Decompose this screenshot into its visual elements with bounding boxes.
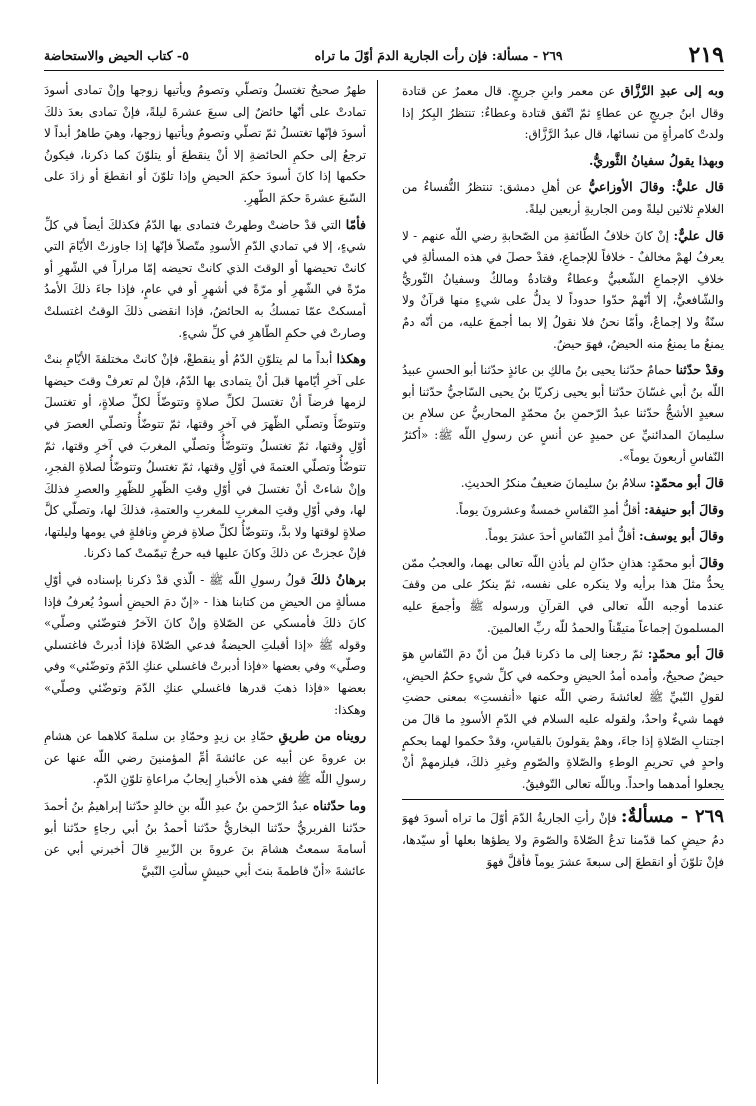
paragraph-text: حمامٌ حدّثنا يحيى بنُ مالكِ بن عائذٍ حدّثنا أبو الحسنِ عبيدُ اللّه بنُ أبي غسّانَ حدّثنا أبو يحيى زكريّا بنُ يحيى السّاجيُّ حدّثنا أبو سعيدٍ الأشجُّ حدّثنا عبدُ الرّحمنِ بنُ محمّدٍ المحاربيُّ عن سلامِ بن سليمانَ المدائنيِّ عن حميدٍ عن أنسٍ عن رسولِ اللّه ﷺ: «أكثرُ النّفاسِ أربعونَ يوماً».: [402, 363, 724, 464]
paragraph: [44, 569, 366, 721]
paragraph: [44, 348, 366, 565]
paragraph-lead: وقالَ أبو يوسف:: [639, 528, 724, 544]
paragraph-lead: وقالَ أبو حنيفة:: [644, 501, 724, 517]
running-title: ٢٦٩ - مسألة: فإن رأت الجارية الدمَ أوّلَ ما تراه: [314, 47, 563, 63]
paragraph-lead: فأمّا: [345, 216, 366, 232]
section-title: ٥- كتاب الحيض والاستحاضة: [44, 47, 189, 63]
paragraph-lead: وبه إلى عبدِ الرَّزَّاق: [620, 83, 724, 98]
paragraph: [44, 725, 366, 791]
paragraph-text: طهرٌ صحيحٌ تغتسلُ وتصلّي وتصومُ ويأتيها زوجها وإنْ تمادى أسودَ تمادتْ على أنّها حائضٌ إلى سبعَ عشرةَ ليلةً، فإنْ تمادى بعدَ ذلكَ أسودَ فإنّها تغتسلُ ثمّ تصلّي وتصومُ ويأتيها زوجها، وهيَ طاهرٌ أبداً لا ترجعُ إلى حكمِ الحائضةِ إلا أنْ ينقطعَ أو يتلوّنَ كما ذكرنا، فيكونُ حكمها إذا كانَ أسودَ حكمَ الحيضِ وإذا تلوّنَ أو انقطعَ أو زادَ على السّبعَ عشرةَ حكمَ الطّهرِ.: [44, 83, 366, 205]
masala-text: فإنْ رأتِ الجاريةُ الدّمَ أوّلَ ما تراه أسودَ فهوَ دمُ حيضٍ كما قدّمنا تدعُ الصّلاةَ والصّومَ ولا يطؤها بعلها أو سيّدها، فإنْ تلوّنَ أو انقطعَ إلى سبعةَ عشرَ يوماً فأقلَّ فهوَ: [402, 811, 724, 869]
paragraph: [402, 359, 724, 468]
paragraph: [402, 150, 724, 173]
paragraph-lead: رويناه من طريقِ: [278, 728, 366, 744]
paragraph-lead: وقالَ: [699, 554, 724, 570]
paragraph: [402, 176, 724, 220]
right-column: [402, 80, 724, 1084]
paragraph-text: عن أهلِ دمشق: تنتظرُ النُّفساءُ من الغلامِ ثلاثين ليلةً ومن الجاريةِ أربعين ليلةً.: [402, 180, 724, 216]
paragraph-text: أبو محمّدٍ: هذانِ حدّانِ لم يأذنِ اللّه تعالى بهما، والعجبُ ممّن يحدُّ مثلَ هذا برأيه ولا ينكره على نفسه، ثمّ ينكرُ على من وقفَ عندما أوجبه اللّه تعالى في القرآنِ ورسوله ﷺ وأجمعَ عليه المسلمونَ إجماعاً متيقّناً والحمدُ للّه ربِّ العالمينَ.: [402, 555, 724, 635]
paragraph-text: عبدُ الرّحمنِ بنُ عبدِ اللّه بنِ خالدٍ حدّثنا إبراهيمُ بنُ أحمدَ حدّثنا الفربريُّ حدّثنا البخاريُّ حدّثنا أحمدُ بنُ أبي رجاءٍ حدّثنا أبو أسامةَ سمعتُ هشامَ بنَ عروةَ بن الزّبيرِ قالَ أخبرني أبي عن عائشةَ «أنّ فاطمةَ بنتَ أبي حبيشٍ سألتِ النّبيَّ: [44, 799, 366, 878]
paragraph-text: قولُ رسولِ اللّه ﷺ - الّذي قدْ ذكرنا بإسناده في أوّلِ مسألةٍ من الحيضِ من كتابنا هذا - «إنّ دمَ الحيضِ أسودُ يُعرفُ فإذا كانَ ذلكَ فأمسكي عن الصّلاةِ وإنْ كانَ الآخرُ فتوضّئي وصلّي» وقوله ﷺ «إذا أقبلتِ الحيضةُ فدعي الصّلاةَ فإذا أدبرتْ فاغتسلي وصلّي» وفي بعضها «فإذا أدبرتْ فاغسلي عنكِ الدّمَ وتوضّئي» وفي بعضها «فإذا ذهبَ قدرها فاغسلي عنكِ الدّمَ وتوضّئي وصلّي» وهكذا:: [44, 573, 366, 717]
paragraph: [402, 80, 724, 146]
paragraph: [402, 499, 724, 522]
paragraph-lead: قال عليٌّ: وقالَ الأوزاعيُّ: [588, 179, 724, 195]
paragraph-lead: وما حدّثناه: [313, 798, 366, 813]
paragraph-text: عن معمر وابنِ جريجٍ. قال معمرٌ عن قتادة وقال ابنُ جريجٍ عن عطاءٍ ثمّ اتّفق قتادة وعطاءٌ: تنتظرُ البِكرُ إذا ولدتْ كامرأةٍ من نسائها، قال عبدُ الرَّزَّاق:: [402, 84, 724, 142]
paragraph: [44, 795, 366, 882]
paragraph-lead: وقدْ حدّثنا: [675, 362, 724, 378]
masala-paragraph: [402, 799, 724, 873]
paragraph-text: أقلُّ أمدِ النّفاسِ أحدَ عشرَ يوماً.: [484, 529, 636, 544]
paragraph-text: ثمّ رجعنا إلى ما ذكرنا قبلُ من أنّ دمَ النّفاسِ هوَ حيضٌ صحيحٌ، وأمده أمدُ الحيضِ وحكمه في كلِّ شيءٍ حكمُ الحيضِ، لقولِ النّبيِّ ﷺ لعائشةَ رضي اللّه عنها «أنفستِ» بمعنى حضتِ فهما شيءٌ واحدٌ، ولقوله عليه السلام في الدّمِ الأسودِ ما قالَ من اجتنابِ الصّلاةِ إذا جاءَ، وهمْ يقولونَ بالقياسِ، وقدْ حكموا لهما بحكمٍ واحدٍ في تحريمِ الوطءِ والصّلاةِ والصّومِ وغيرِ ذلكَ، فيلزمهمْ أنْ يجعلوا أمدهما واحداً. وباللّه تعالى التّوفيقُ.: [402, 647, 724, 791]
paragraph: [402, 225, 724, 356]
paragraph-text: سلامُ بنُ سليمانَ ضعيفٌ منكرُ الحديثِ.: [460, 476, 647, 491]
page-number: ٢١٩: [688, 42, 724, 68]
masala-number: ٢٦٩ - مسألةٌ:: [620, 806, 724, 828]
paragraph-text: أبداً ما لم يتلوّنِ الدّمُ أو ينقطعْ، فإنْ كانتْ مختلفةَ الأيّامِ بنتْ على آخرِ أيّامها قبلَ أنْ يتمادى بها الدّمُ، فإنْ لم تعرفْ وقتَ حيضها لزمها فرضاً أنْ تغتسلَ لكلِّ صلاةٍ وتتوضّأَ لكلِّ صلاةٍ، أو تغتسلَ وتتوضّأَ وتصلّي الظّهرَ في آخرِ وقتها، ثمّ تتوضّأُ وتصلّي العصرَ في أوّلِ وقتها، ثمّ تغتسلُ وتتوضّأُ وتصلّي المغربَ في آخرِ وقتها، ثمّ تتوضّأُ وتصلّي العتمةَ في أوّلِ وقتها، ثمّ تغتسلُ وتتوضّأُ لصلاةِ الفجرِ، وإنْ شاءتْ أنْ تغتسلَ في أوّلِ وقتِ الظّهرِ للظّهرِ والعصرِ فذلكَ لها، وفي أوّلِ وقتِ المغربِ للمغربِ والعتمةِ، فذلكَ لها، وتصلّي كلَّ صلاةٍ لوقتها ولا بدَّ، وتتوضّأُ لكلِّ صلاةِ فرضٍ ونافلةٍ في يومها وليلتها، فإنْ عجزتْ عن ذلكَ وكانَ عليها فيه حرجٌ تيمّمتْ كما ذكرنا.: [44, 352, 366, 561]
paragraph: [44, 80, 366, 210]
paragraph-text: التي قدْ حاضتْ وطهرتْ فتمادى بها الدّمُ فكذلكَ أيضاً في كلِّ شيءٍ، إلا في تمادي الدّمِ الأسودِ متّصلاً فإنّها إذا جاوزتْ الأيّامَ التي كانتْ تحيضها أو الوقتَ الذي كانتْ تحيضه إمّا مراراً في الشّهرِ أو مرّةً في الشّهرِ أو مرّةً في أشهرٍ أو في عامٍ، فإذا جاءَ ذلكَ الأمدُ أمسكتْ عمّا تمسكُ به الحائضُ، فإذا انقضى ذلكَ الوقتُ اغتسلتْ وصارتْ في حكمِ الطّاهرِ في كلِّ شيءٍ.: [44, 217, 366, 340]
column-divider: [377, 80, 378, 1084]
running-header: [44, 40, 724, 71]
paragraph-lead: وهكذا: [336, 351, 366, 367]
paragraph-lead: قالَ أبو محمّدٍ:: [649, 475, 724, 491]
paragraph-text: حمّادِ بن زيدٍ وحمّادِ بن سلمةَ كلاهما عن هشامِ بن عروةَ عن أبيه عن عائشةَ أمِّ المؤمنينَ رضي اللّه عنها عن رسولِ اللّه ﷺ ففي هذه الأخبارِ إيجابُ مراعاةِ تلوّنِ الدّمِ.: [44, 729, 366, 787]
paragraph-lead: برهانُ ذلكَ: [310, 572, 366, 588]
paragraph: [402, 643, 724, 795]
paragraph: [402, 525, 724, 548]
paragraph-text: إنْ كانَ خلافُ الطّائفةِ من الصّحابةِ رضي اللّه عنهم - لا يعرفُ لهمْ مخالفٌ - خلافاً للإجماعِ، فقدْ حصلَ في هذه المسألةِ في خلافِ الإجماعِ الشّعبيُّ وعطاءٌ وقتادةُ ومالكٌ وسفيانُ الثّوريُّ والشّافعيُّ، إلا أنّهمْ حدّوا حدوداً لا يدلُّ على شيءٍ منها قرآنٌ ولا سنّةٌ ولا إجماعٌ، وأمّا نحنُ فلا نقولُ إلا بما أجمعَ عليه، من أنّه دمٌ يمنعُ ما يمنعُ منه الحيضُ، فهوَ حيضٌ.: [402, 228, 724, 351]
paragraph-lead: قال عليٌّ:: [673, 227, 724, 243]
paragraph: [402, 472, 724, 495]
paragraph-text: أقلُّ أمدِ النّفاسِ خمسةٌ وعشرونَ يوماً.: [455, 502, 641, 517]
paragraph-lead: قالَ أبو محمّدٍ:: [647, 646, 724, 662]
left-column: [44, 80, 366, 1084]
paragraph-lead: وبهذا يقولُ سفيانُ الثَّوريُّ.: [589, 152, 724, 168]
paragraph: [44, 214, 366, 345]
paragraph: [402, 552, 724, 639]
